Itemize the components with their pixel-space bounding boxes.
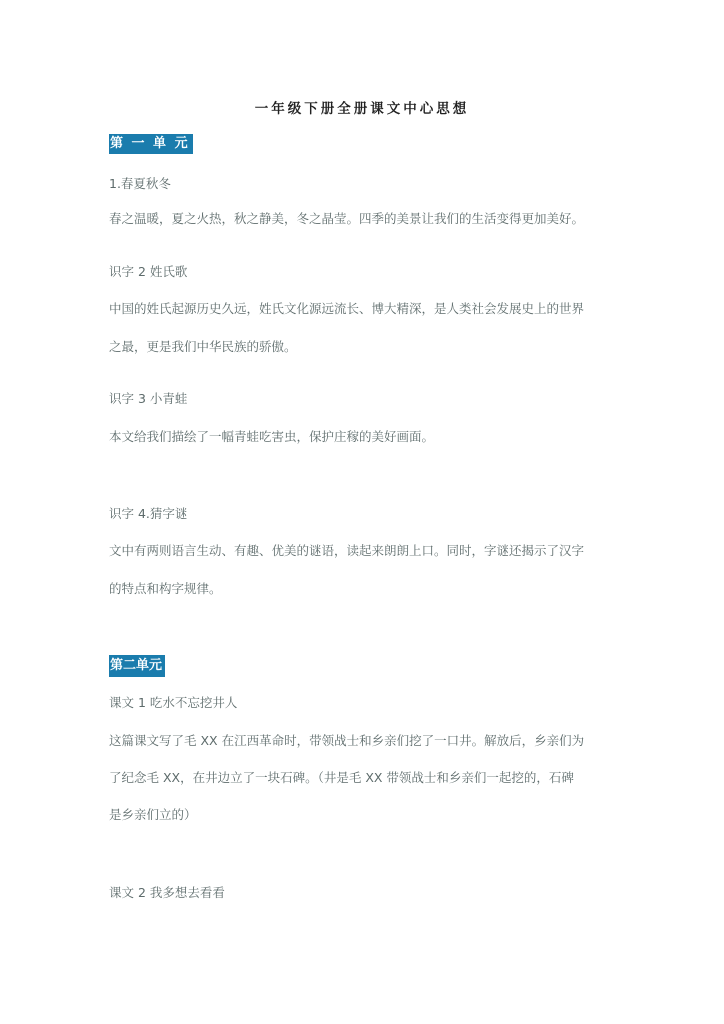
lesson-heading: 课文 2 我多想去看看: [109, 885, 225, 900]
lesson-text: 之最，更是我们中华民族的骄傲。: [109, 339, 297, 354]
lesson-text: 春之温暖，夏之火热，秋之静美，冬之晶莹。四季的美景让我们的生活变得更加美好。: [109, 211, 585, 226]
lesson-heading: 识字 2 姓氏歌: [109, 264, 188, 279]
lesson-text: 这篇课文写了毛 XX 在江西革命时，带领战士和乡亲们挖了一口井。解放后，乡亲们为: [109, 733, 585, 748]
lesson-heading: 识字 3 小青蛙: [109, 391, 188, 406]
unit-2-heading: 第二单元: [109, 655, 165, 677]
lesson-text: 是乡亲们立的）: [109, 807, 197, 822]
lesson-text: 文中有两则语言生动、有趣、优美的谜语，读起来朗朗上口。同时，字谜还揭示了汉字: [109, 543, 585, 558]
lesson-heading: 1.春夏秋冬: [109, 176, 171, 191]
lesson-heading: 识字 4.猜字谜: [109, 506, 188, 521]
lesson-text: 了纪念毛 XX，在井边立了一块石碑。（井是毛 XX 带领战士和乡亲们一起挖的，石碑: [109, 770, 574, 785]
unit-1-heading: 第 一 单 元: [109, 134, 193, 154]
lesson-text: 本文给我们描绘了一幅青蛙吃害虫，保护庄稼的美好画面。: [109, 429, 435, 444]
lesson-text: 的特点和构字规律。: [109, 581, 222, 596]
lesson-text: 中国的姓氏起源历史久远，姓氏文化源远流长、博大精深，是人类社会发展史上的世界: [109, 301, 585, 316]
lesson-heading: 课文 1 吃水不忘挖井人: [109, 695, 238, 710]
document-title: 一年级下册全册课文中心思想: [254, 101, 470, 117]
